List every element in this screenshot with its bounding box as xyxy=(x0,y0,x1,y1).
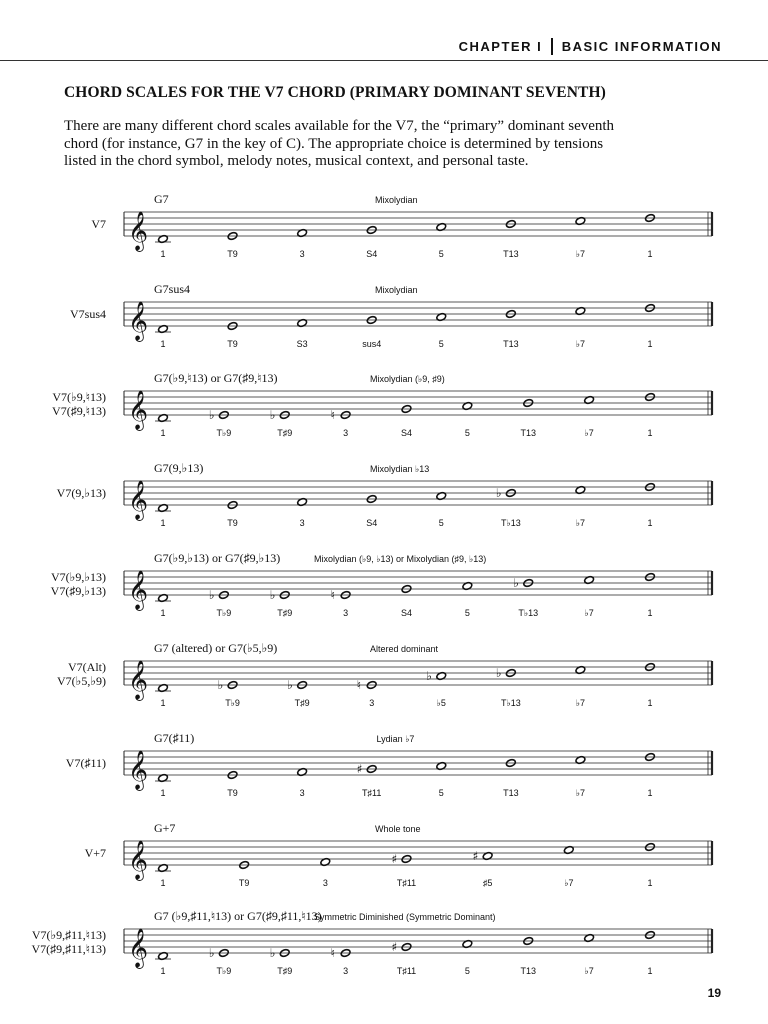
accidental-sign: ♮ xyxy=(330,588,335,602)
accidental-sign: ♯ xyxy=(391,940,398,954)
chord-scale-system xyxy=(0,192,768,276)
scale-name: Mixolydian (♭9, ♯9) xyxy=(370,374,445,384)
chord-scale-system xyxy=(0,461,768,545)
roman-numeral-line: V7(♯9,♯11,♮13) xyxy=(31,942,106,956)
scale-degree-label: T♯9 xyxy=(294,698,310,708)
accidental-sign: ♯ xyxy=(472,849,479,863)
staff xyxy=(0,286,768,342)
scale-degree-label: T9 xyxy=(227,518,238,528)
roman-numeral-line: V7(♭9,♮13) xyxy=(52,390,106,404)
accidental-sign: ♭ xyxy=(287,678,293,692)
chord-scale-system xyxy=(0,371,768,455)
scale-name: Mixolydian xyxy=(375,285,418,295)
accidental-sign: ♭ xyxy=(495,486,502,500)
chord-symbol: G7sus4 xyxy=(154,282,191,296)
scale-degree-label: ♭7 xyxy=(584,428,594,438)
scale-degree-label: 5 xyxy=(438,339,444,349)
roman-numeral-line: V7(9,♭13) xyxy=(56,486,106,500)
scale-degree-label: ♯5 xyxy=(482,878,493,888)
treble-clef-icon: 𝄞 xyxy=(128,928,149,968)
scale-degree-label: T♯11 xyxy=(396,966,417,976)
scale-degree-label: T13 xyxy=(520,428,537,438)
scale-degree-label: T♯9 xyxy=(277,966,293,976)
scale-degree-label: 1 xyxy=(160,428,166,438)
scale-degree-label: 1 xyxy=(647,518,653,528)
roman-numeral-line: V+7 xyxy=(84,846,106,860)
scale-degree-label: 5 xyxy=(438,518,444,528)
roman-numeral-line: V7sus4 xyxy=(69,307,106,321)
scale-degree-label: 1 xyxy=(647,878,653,888)
scale-degree-label: T♭13 xyxy=(518,608,539,618)
scale-degree-label: 1 xyxy=(647,608,653,618)
scale-degree-label: S4 xyxy=(366,518,378,528)
scale-name: Mixolydian (♭9, ♭13) or Mixolydian (♯9, ♭13) xyxy=(314,554,487,564)
treble-clef-icon: 𝄞 xyxy=(128,301,149,341)
chord-scale-system xyxy=(0,909,768,993)
accidental-sign: ♯ xyxy=(391,852,398,866)
scale-degree-label: 5 xyxy=(464,966,470,976)
scale-degree-label: 3 xyxy=(343,428,349,438)
scale-degree-label: ♭5 xyxy=(436,698,446,708)
chapter-label: CHAPTER I xyxy=(458,39,543,54)
scale-degree-label: 1 xyxy=(160,249,166,259)
staff xyxy=(0,196,768,252)
staff xyxy=(0,555,768,611)
scale-degree-label: 3 xyxy=(343,608,349,618)
scale-degree-label: 5 xyxy=(464,608,470,618)
scale-degree-label: T13 xyxy=(503,249,519,259)
accidental-sign: ♭ xyxy=(513,576,519,590)
scale-degree-label: T♭13 xyxy=(500,518,521,528)
scale-degree-label: 1 xyxy=(647,698,653,708)
accidental-sign: ♭ xyxy=(495,666,502,680)
scale-degree-label: S4 xyxy=(400,608,413,618)
scale-degree-label: T♯11 xyxy=(362,788,382,798)
scale-degree-label: T♭9 xyxy=(225,698,240,708)
scale-degree-label: ♭7 xyxy=(575,518,586,528)
scale-degree-label: 1 xyxy=(647,966,653,976)
scale-degree-label: 3 xyxy=(343,966,349,976)
chord-symbol: G7(♯11) xyxy=(154,731,195,745)
accidental-sign: ♭ xyxy=(217,678,224,692)
scale-degree-label: ♭7 xyxy=(575,788,586,798)
accidental-sign: ♭ xyxy=(269,408,276,422)
staff xyxy=(0,645,768,701)
scale-degree-label: T♯11 xyxy=(396,878,417,888)
scale-degree-label: 1 xyxy=(647,788,653,798)
treble-clef-icon: 𝄞 xyxy=(128,390,149,430)
treble-clef-icon: 𝄞 xyxy=(128,480,149,520)
roman-numeral-line: V7(♯9,♭13) xyxy=(50,584,106,598)
scale-name: Whole tone xyxy=(375,824,421,834)
scale-degree-label: T13 xyxy=(503,339,519,349)
scale-degree-label: 3 xyxy=(299,518,305,528)
scale-degree-label: T13 xyxy=(520,966,537,976)
scale-name: Lydian ♭7 xyxy=(376,734,415,744)
page-number: 19 xyxy=(707,986,721,1000)
scale-degree-label: T♭9 xyxy=(216,966,232,976)
scale-degree-label: T9 xyxy=(227,788,238,798)
scale-degree-label: 1 xyxy=(647,249,653,259)
roman-numeral-line: V7(♯11) xyxy=(65,756,106,770)
accidental-sign: ♭ xyxy=(208,588,215,602)
chord-symbol: G7(♭9,♭13) or G7(♯9,♭13) xyxy=(154,551,281,565)
scale-degree-label: 3 xyxy=(322,878,328,888)
scale-degree-label: T9 xyxy=(238,878,250,888)
chord-scale-system xyxy=(0,821,768,905)
scale-degree-label: T♭9 xyxy=(216,608,232,618)
accidental-sign: ♮ xyxy=(330,946,335,960)
treble-clef-icon: 𝄞 xyxy=(128,570,149,610)
chord-scale-system xyxy=(0,641,768,725)
scale-degree-label: ♭7 xyxy=(575,339,586,349)
scale-name: Altered dominant xyxy=(370,644,439,654)
staff xyxy=(0,913,768,969)
scale-degree-label: 5 xyxy=(464,428,470,438)
scale-degree-label: 3 xyxy=(299,788,305,798)
scale-degree-label: 3 xyxy=(299,249,305,259)
scale-degree-label: 1 xyxy=(160,339,166,349)
roman-numeral-line: V7(♭9,♭13) xyxy=(51,570,106,584)
accidental-sign: ♭ xyxy=(208,946,215,960)
scale-name: Mixolydian xyxy=(375,195,418,205)
scale-degree-label: 5 xyxy=(438,249,444,259)
scale-degree-label: ♭7 xyxy=(564,878,574,888)
chord-symbol: G7 (♭9,♯11,♮13) or G7(♯9,♯11,♮13) xyxy=(154,909,322,923)
scale-degree-label: 1 xyxy=(160,966,166,976)
scale-degree-label: ♭7 xyxy=(584,966,594,976)
chord-symbol: G+7 xyxy=(154,821,176,835)
chord-scale-system xyxy=(0,551,768,635)
roman-numeral-line: V7(Alt) xyxy=(68,660,106,674)
roman-numeral-line: V7 xyxy=(91,217,106,231)
scale-name: Mixolydian ♭13 xyxy=(370,464,430,474)
page-title: CHORD SCALES FOR THE V7 CHORD (PRIMARY DOMINANT SEVENTH) xyxy=(64,84,606,101)
scale-degree-label: T♭13 xyxy=(500,698,521,708)
scale-degree-label: sus4 xyxy=(362,339,382,349)
chord-scale-system xyxy=(0,282,768,366)
treble-clef-icon: 𝄞 xyxy=(128,750,149,790)
scale-degree-label: 1 xyxy=(647,339,653,349)
scale-degree-label: ♭7 xyxy=(575,249,586,259)
roman-numeral-line: V7(♭5,♭9) xyxy=(57,674,106,688)
intro-paragraph: There are many different chord scales available for the V7, the “primary” dominant seventh chord (for instance, G7 in the key of C). The appropriate choice is determined by tensions listed in the chord symbol, melody notes, musical context, and personal taste. xyxy=(64,118,615,169)
scale-name: Symmetric Diminished (Symmetric Dominant) xyxy=(314,912,496,922)
roman-numeral-line: V7(♯9,♮13) xyxy=(52,404,106,418)
accidental-sign: ♭ xyxy=(269,588,276,602)
scale-degree-label: T♭9 xyxy=(216,428,232,438)
chapter-header xyxy=(459,38,722,55)
treble-clef-icon: 𝄞 xyxy=(128,211,149,251)
section-label: BASIC INFORMATION xyxy=(561,39,722,54)
chord-symbol: G7(♭9,♮13) or G7(♯9,♮13) xyxy=(154,371,278,385)
staff xyxy=(0,735,768,791)
staff xyxy=(0,825,768,881)
scale-degree-label: T♯9 xyxy=(277,428,293,438)
header-separator xyxy=(551,38,553,55)
scale-degree-label: T♯9 xyxy=(277,608,293,618)
scale-degree-label: 1 xyxy=(160,698,166,708)
scale-degree-label: S4 xyxy=(366,249,378,259)
treble-clef-icon: 𝄞 xyxy=(128,840,149,880)
scale-degree-label: T9 xyxy=(227,249,238,259)
scale-degree-label: T13 xyxy=(503,788,519,798)
header-rule xyxy=(0,60,768,61)
scale-degree-label: 1 xyxy=(647,428,653,438)
scale-degree-label: T9 xyxy=(227,339,238,349)
accidental-sign: ♯ xyxy=(356,762,363,776)
accidental-sign: ♮ xyxy=(356,678,362,692)
scale-degree-label: S4 xyxy=(400,428,413,438)
treble-clef-icon: 𝄞 xyxy=(128,660,149,700)
scale-degree-label: ♭7 xyxy=(575,698,586,708)
scale-degree-label: 1 xyxy=(160,788,166,798)
scale-degree-label: 1 xyxy=(160,878,166,888)
scale-degree-label: ♭7 xyxy=(584,608,594,618)
chord-symbol: G7 (altered) or G7(♭5,♭9) xyxy=(154,641,278,655)
accidental-sign: ♮ xyxy=(330,408,335,422)
scale-degree-label: 5 xyxy=(438,788,444,798)
scale-degree-label: 1 xyxy=(160,518,166,528)
staff xyxy=(0,465,768,521)
staff xyxy=(0,375,768,431)
accidental-sign: ♭ xyxy=(208,408,215,422)
chord-symbol: G7(9,♭13) xyxy=(154,461,204,475)
scale-degree-label: S3 xyxy=(296,339,308,349)
roman-numeral-line: V7(♭9,♯11,♮13) xyxy=(31,928,106,942)
accidental-sign: ♭ xyxy=(269,946,276,960)
chord-scale-system xyxy=(0,731,768,815)
scale-degree-label: 1 xyxy=(160,608,166,618)
chord-symbol: G7 xyxy=(154,192,169,206)
accidental-sign: ♭ xyxy=(426,669,432,683)
scale-degree-label: 3 xyxy=(369,698,375,708)
